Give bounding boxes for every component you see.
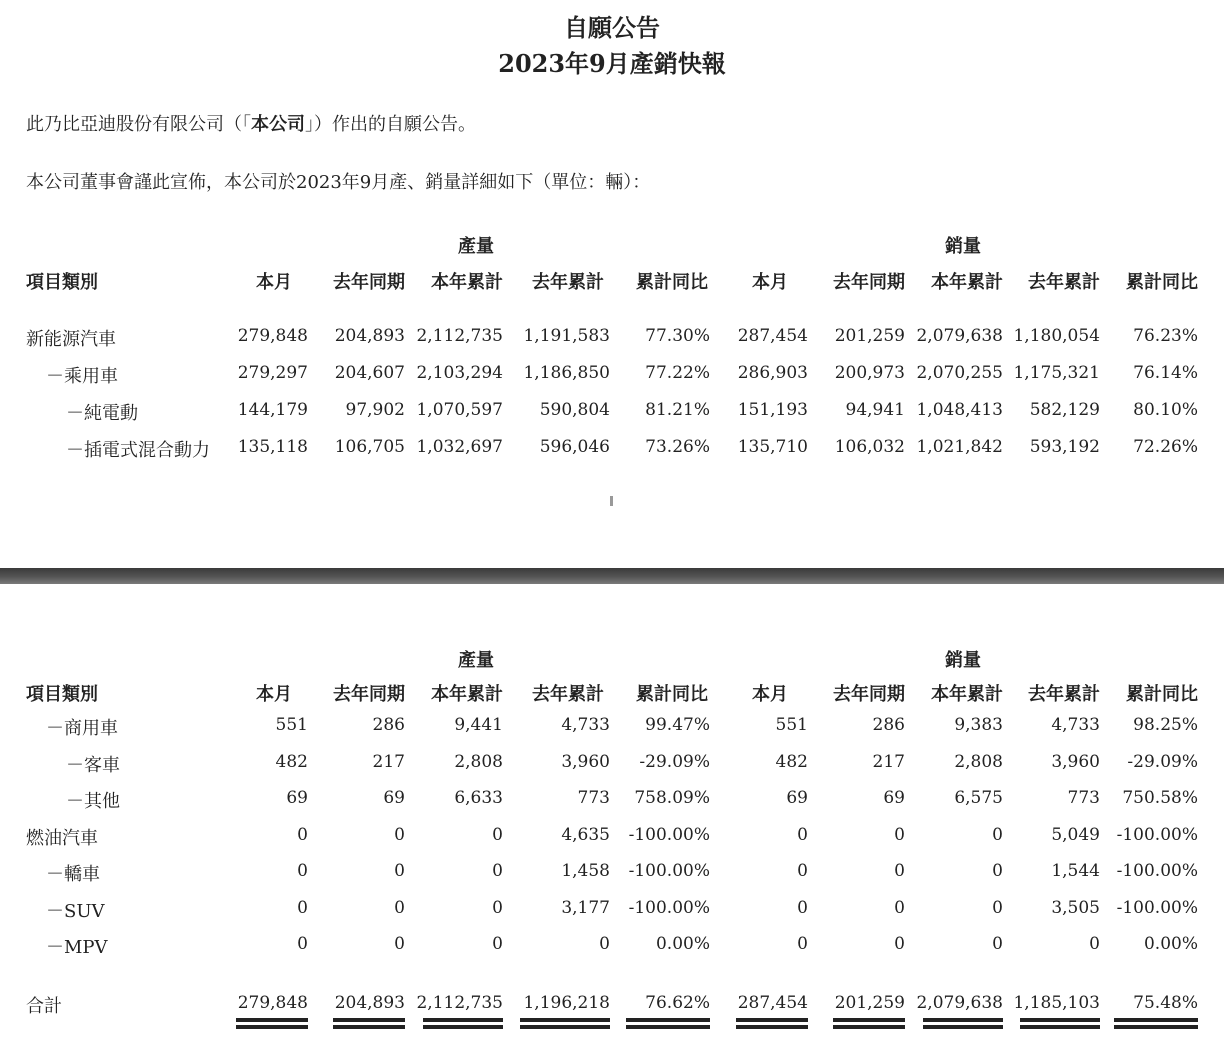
table-cell: 217 xyxy=(372,751,405,772)
total-label: 合計 xyxy=(26,996,62,1017)
table-cell: 0 xyxy=(894,824,905,845)
column-header: 累計同比 xyxy=(1126,684,1198,705)
table-cell: 1,544 xyxy=(1051,861,1100,881)
total-cell: 201,259 xyxy=(834,993,905,1013)
table-cell: 1,458 xyxy=(561,861,610,881)
table-cell: 0 xyxy=(492,934,503,954)
table-cell: 76.14% xyxy=(1133,363,1198,383)
double-underline xyxy=(626,1018,710,1029)
column-header: 去年同期 xyxy=(333,684,405,705)
table-cell: 2,079,638 xyxy=(916,326,1003,346)
table-cell: 0 xyxy=(492,897,503,918)
table-cell: 0 xyxy=(1089,934,1100,954)
table-cell: 2,070,255 xyxy=(916,363,1003,383)
table-cell: 2,112,735 xyxy=(416,326,503,346)
page-title: 自願公告 xyxy=(564,13,660,42)
production-group-header-2: 產量 xyxy=(458,650,494,671)
table-cell: 3,960 xyxy=(1051,751,1100,772)
sales-group-header-2: 銷量 xyxy=(945,650,981,671)
column-header: 本年累計 xyxy=(931,684,1003,705)
table-cell: 81.21% xyxy=(645,400,710,420)
intro-text-end: 」）作出的自願公告。 xyxy=(305,114,476,135)
row-label: －乘用車 xyxy=(46,366,118,387)
table-cell: 217 xyxy=(872,751,905,772)
table-cell: 0 xyxy=(992,861,1003,881)
table-cell: -29.09% xyxy=(1127,751,1198,772)
table-cell: 0.00% xyxy=(1143,934,1198,954)
table-cell: 4,733 xyxy=(561,715,610,735)
double-underline xyxy=(1020,1018,1100,1029)
table-cell: 135,118 xyxy=(237,437,308,457)
table-cell: 0 xyxy=(492,861,503,881)
table-cell: 69 xyxy=(383,788,405,808)
total-cell: 279,848 xyxy=(237,993,308,1013)
table-cell: 69 xyxy=(286,788,308,808)
table-cell: 582,129 xyxy=(1029,400,1100,420)
row-label: －SUV xyxy=(46,900,105,922)
table-cell: 5,049 xyxy=(1051,824,1100,845)
table-cell: 1,032,697 xyxy=(416,437,503,457)
table-cell: 286 xyxy=(872,715,905,735)
page-marker xyxy=(610,496,613,506)
table-cell: 6,633 xyxy=(454,788,503,808)
column-header: 本月 xyxy=(752,684,788,705)
table-cell: 135,710 xyxy=(737,437,808,457)
column-header-category: 項目類別 xyxy=(26,272,98,293)
table-cell: 3,505 xyxy=(1051,897,1100,918)
column-header: 本月 xyxy=(256,272,292,293)
column-header: 去年同期 xyxy=(833,684,905,705)
row-label: －客車 xyxy=(66,754,120,776)
column-header: 去年累計 xyxy=(1028,684,1100,705)
table-cell: 0 xyxy=(297,861,308,881)
table-cell: 72.26% xyxy=(1133,437,1198,457)
table-cell: 0 xyxy=(394,897,405,918)
table-cell: 144,179 xyxy=(237,400,308,420)
column-header: 去年累計 xyxy=(532,272,604,293)
table-cell: 9,383 xyxy=(954,715,1003,735)
page-subtitle: 2023年9月產銷快報 xyxy=(498,49,726,78)
table-cell: 204,893 xyxy=(334,326,405,346)
row-label: 新能源汽車 xyxy=(26,329,116,350)
table-cell: -100.00% xyxy=(1116,861,1198,881)
table-cell: 0 xyxy=(797,861,808,881)
double-underline xyxy=(1114,1018,1198,1029)
total-cell: 2,112,735 xyxy=(416,993,503,1013)
table-cell: 0 xyxy=(992,934,1003,954)
column-header: 去年同期 xyxy=(833,272,905,293)
table-cell: 0 xyxy=(297,824,308,845)
table-cell: 4,635 xyxy=(561,824,610,845)
table-cell: 4,733 xyxy=(1051,715,1100,735)
table-cell: 287,454 xyxy=(737,326,808,346)
column-header: 本年累計 xyxy=(431,684,503,705)
table-cell: 0 xyxy=(894,934,905,954)
double-underline xyxy=(736,1018,808,1029)
table-cell: 76.23% xyxy=(1133,326,1198,346)
page-separator xyxy=(0,568,1224,584)
table-cell: 3,960 xyxy=(561,751,610,772)
table-cell: 73.26% xyxy=(645,437,710,457)
total-cell: 2,079,638 xyxy=(916,993,1003,1013)
table-cell: 1,070,597 xyxy=(416,400,503,420)
table-cell: 204,607 xyxy=(334,363,405,383)
intro-company-term: 本公司 xyxy=(251,114,305,135)
table-cell: 482 xyxy=(275,751,308,772)
total-cell: 204,893 xyxy=(334,993,405,1013)
row-label: －其他 xyxy=(66,791,120,812)
table-cell: 0 xyxy=(797,897,808,918)
table-cell: 1,175,321 xyxy=(1013,363,1100,383)
table-cell: 106,032 xyxy=(834,437,905,457)
table-cell: 200,973 xyxy=(834,363,905,383)
table-cell: 279,297 xyxy=(237,363,308,383)
double-underline xyxy=(236,1018,308,1029)
table-cell: 1,048,413 xyxy=(916,400,1003,420)
table-cell: 97,902 xyxy=(345,400,405,420)
table-cell: 9,441 xyxy=(454,715,503,735)
table-cell: -29.09% xyxy=(639,751,710,772)
row-label: －純電動 xyxy=(66,403,138,424)
intro-text-start: 此乃比亞迪股份有限公司（「 xyxy=(26,114,251,135)
row-label: －插電式混合動力 xyxy=(66,440,210,461)
total-cell: 76.62% xyxy=(645,993,710,1013)
table-cell: 0 xyxy=(394,861,405,881)
column-header: 去年累計 xyxy=(532,684,604,705)
table-cell: 590,804 xyxy=(539,400,610,420)
table-cell: 6,575 xyxy=(954,788,1003,808)
table-cell: 1,186,850 xyxy=(523,363,610,383)
announcement-paragraph: 本公司董事會謹此宣佈，本公司於2023年9月產、銷量詳細如下（單位：輛）： xyxy=(26,172,651,193)
total-cell: 1,185,103 xyxy=(1013,993,1100,1013)
table-cell: -100.00% xyxy=(628,897,710,918)
column-header: 本年累計 xyxy=(431,272,503,293)
column-header: 去年同期 xyxy=(333,272,405,293)
row-label: 燃油汽車 xyxy=(26,827,98,849)
total-cell: 75.48% xyxy=(1133,993,1198,1013)
table-cell: 773 xyxy=(1067,788,1100,808)
table-cell: 279,848 xyxy=(237,326,308,346)
table-cell: -100.00% xyxy=(628,824,710,845)
table-cell: 0 xyxy=(894,897,905,918)
table-cell: 99.47% xyxy=(645,715,710,735)
table-cell: 0 xyxy=(797,824,808,845)
double-underline xyxy=(833,1018,905,1029)
table-cell: 77.30% xyxy=(645,326,710,346)
table-cell: 1,180,054 xyxy=(1013,326,1100,346)
table-cell: -100.00% xyxy=(1116,897,1198,918)
column-header: 累計同比 xyxy=(1126,272,1198,293)
table-cell: 0 xyxy=(992,824,1003,845)
column-header: 本年累計 xyxy=(931,272,1003,293)
table-cell: 551 xyxy=(775,715,808,735)
table-cell: 286 xyxy=(372,715,405,735)
table-cell: 0 xyxy=(297,934,308,954)
table-cell: 94,941 xyxy=(845,400,905,420)
table-cell: 773 xyxy=(577,788,610,808)
column-header-category: 項目類別 xyxy=(26,684,98,705)
table-cell: 286,903 xyxy=(737,363,808,383)
table-cell: 0 xyxy=(894,861,905,881)
total-cell: 1,196,218 xyxy=(523,993,610,1013)
table-cell: 69 xyxy=(883,788,905,808)
row-label: －轎車 xyxy=(46,864,100,885)
sales-group-header: 銷量 xyxy=(945,236,981,257)
table-cell: 0 xyxy=(599,934,610,954)
double-underline xyxy=(923,1018,1003,1029)
table-cell: 98.25% xyxy=(1133,715,1198,735)
table-cell: 69 xyxy=(786,788,808,808)
table-cell: 77.22% xyxy=(645,363,710,383)
double-underline xyxy=(333,1018,405,1029)
table-cell: 551 xyxy=(275,715,308,735)
double-underline xyxy=(423,1018,503,1029)
table-cell: 1,021,842 xyxy=(916,437,1003,457)
announcement-page-bottom xyxy=(0,584,1224,1048)
table-cell: 750.58% xyxy=(1122,788,1198,808)
total-cell: 287,454 xyxy=(737,993,808,1013)
row-label: －MPV xyxy=(46,937,108,958)
table-cell: 0.00% xyxy=(655,934,710,954)
column-header: 本月 xyxy=(752,272,788,293)
table-cell: 0 xyxy=(992,897,1003,918)
table-cell: 0 xyxy=(492,824,503,845)
table-cell: 0 xyxy=(394,824,405,845)
table-cell: 482 xyxy=(775,751,808,772)
double-underline xyxy=(520,1018,610,1029)
column-header: 本月 xyxy=(256,684,292,705)
table-cell: 151,193 xyxy=(737,400,808,420)
intro-paragraph xyxy=(26,110,476,136)
table-cell: 2,103,294 xyxy=(416,363,503,383)
row-label: －商用車 xyxy=(46,718,118,739)
table-cell: 0 xyxy=(394,934,405,954)
table-cell: 758.09% xyxy=(634,788,710,808)
table-cell: 3,177 xyxy=(561,897,610,918)
column-header: 累計同比 xyxy=(636,272,708,293)
production-group-header: 產量 xyxy=(458,236,494,257)
table-cell: 80.10% xyxy=(1133,400,1198,420)
table-cell: 201,259 xyxy=(834,326,905,346)
table-cell: 593,192 xyxy=(1029,437,1100,457)
table-cell: 0 xyxy=(797,934,808,954)
column-header: 累計同比 xyxy=(636,684,708,705)
column-header: 去年累計 xyxy=(1028,272,1100,293)
table-cell: 1,191,583 xyxy=(523,326,610,346)
table-cell: 2,808 xyxy=(954,751,1003,772)
table-cell: 106,705 xyxy=(334,437,405,457)
table-cell: 0 xyxy=(297,897,308,918)
table-cell: 2,808 xyxy=(454,751,503,772)
table-cell: -100.00% xyxy=(1116,824,1198,845)
table-cell: 596,046 xyxy=(539,437,610,457)
table-cell: -100.00% xyxy=(628,861,710,881)
